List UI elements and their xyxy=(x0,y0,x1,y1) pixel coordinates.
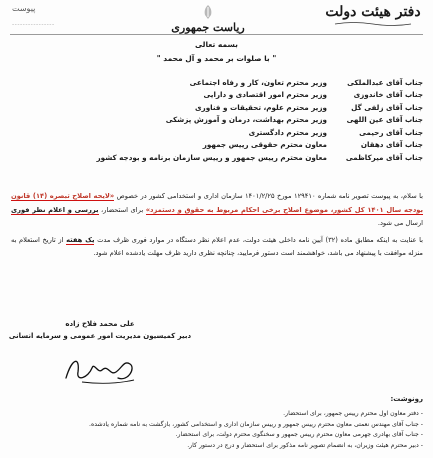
header-divider xyxy=(10,34,423,35)
recipient-name: جناب آقای عین اللهی xyxy=(346,115,423,125)
cc-item: - دبیر محترم هیئت وزیران، به انضمام تصویر نامه مذکور برای استحضار و درج در دستور کار. xyxy=(13,441,423,452)
cc-item: - دفتر معاون اول محترم رییس جمهور، برای استحضار. xyxy=(13,409,423,420)
recipient-row xyxy=(93,139,423,152)
salavat-title: " با صلوات بر محمد و آل محمد " xyxy=(156,54,277,63)
recipient-name: جناب آقای عبدالملکی xyxy=(347,77,423,87)
recipient-title: وزیر محترم دادگستری xyxy=(248,127,327,137)
cc-list xyxy=(13,409,423,451)
recipient-name: جناب آقای میرکاظمی xyxy=(345,152,423,162)
body-text-segment: ارسال می شود. xyxy=(377,219,423,227)
deadline-highlight: یک هفته xyxy=(66,235,95,244)
recipient-row xyxy=(93,101,423,114)
emblem-icon xyxy=(200,4,216,20)
recipient-title: وزیر محترم بهداشت، درمان و آموزش پزشکی xyxy=(165,115,327,125)
attachment-label: پیوست xyxy=(12,4,36,13)
cc-heading: رونوشت: xyxy=(390,395,423,403)
signer-name: علی محمد فلاح زاده xyxy=(65,320,135,328)
attachment-line: ---------------- xyxy=(12,21,55,28)
recipient-name: جناب آقای دهقان xyxy=(360,140,423,150)
body-paragraph-2 xyxy=(11,234,423,261)
header-presidency xyxy=(168,4,248,34)
signer-block xyxy=(0,318,200,342)
handwritten-signature xyxy=(58,348,142,388)
header-attachment xyxy=(12,4,55,28)
besm-title: بسمه تعالی xyxy=(195,40,238,49)
recipient-row xyxy=(93,76,423,89)
bill-title-highlight: «لایحه اصلاح تبصره (۱۴) قانون بودجه سال ۱۴۰۱ کل کشور، موضوع اصلاح برخی احکام مربوط به حقوق و دستمزد» xyxy=(11,192,423,214)
recipient-title: معاون محترم حقوقی رییس جمهور xyxy=(202,140,327,150)
cc-item: - جناب آقای مهندس نعمتی معاون محترم رییس جمهور و رییس سازمان اداری و استخدامی کشور، بازگشت به نامه شماره یادشده. xyxy=(13,420,423,431)
recipient-title: وزیر محترم تعاون، کار و رفاه اجتماعی xyxy=(189,77,327,87)
recipient-row xyxy=(93,114,423,127)
recipient-name: جناب آقای زلفی گل xyxy=(351,102,423,112)
body-paragraph-1 xyxy=(11,190,423,231)
body-text-segment: با سلام، به پیوست تصویر نامه شماره ۱۲۹۴۱۰ مورخ ۱۴۰۱/۲/۲۵ سازمان اداری و استخدامی کشور در خصوص xyxy=(114,192,423,200)
cc-item: - جناب آقای بهادری جهرمی معاون محترم رییس جمهور و سخنگوی محترم دولت، برای استحضار. xyxy=(13,430,423,441)
letter-body xyxy=(11,190,423,261)
recipient-row xyxy=(93,151,423,164)
recipient-list xyxy=(93,76,423,164)
recipient-title: وزیر محترم امور اقتصادی و دارایی xyxy=(203,90,327,100)
recipient-row xyxy=(93,89,423,102)
body-text-segment: از تاریخ استعلام به منزله موافقت با پیشنهاد می باشد، خواهشمند است دستور فرمایید، چنانچه نظری دارید ظرف مهلت یادشده اعلام شود. xyxy=(11,235,423,257)
header-org xyxy=(325,4,421,27)
body-text-segment: با عنایت به اینکه مطابق ماده (۳۲) آیین نامه داخلی هیئت دولت، عدم اعلام نظر دستگاه در موارد فوری ظرف مدت xyxy=(94,235,423,244)
recipient-title: معاون محترم رییس جمهور و رییس سازمان برنامه و بودجه کشور xyxy=(96,152,327,162)
recipient-name: جناب آقای رحیمی xyxy=(359,127,423,137)
body-text-segment: برای استحضار، xyxy=(98,205,146,214)
recipient-name: جناب آقای خاندوزی xyxy=(353,90,423,100)
signer-role: دبیر کمیسیون مدیریت امور عمومی و سرمایه انسانی xyxy=(8,332,192,340)
org-title: دفتر هیئت دولت xyxy=(325,4,421,20)
ornament-icon xyxy=(333,21,413,27)
recipient-title: وزیر محترم علوم، تحقیقات و فناوری xyxy=(194,102,327,112)
recipient-row xyxy=(93,126,423,139)
urgent-request-highlight: بررسی و اعلام نظر فوری xyxy=(11,205,99,214)
presidency-title: ریاست جمهوری xyxy=(171,21,245,34)
